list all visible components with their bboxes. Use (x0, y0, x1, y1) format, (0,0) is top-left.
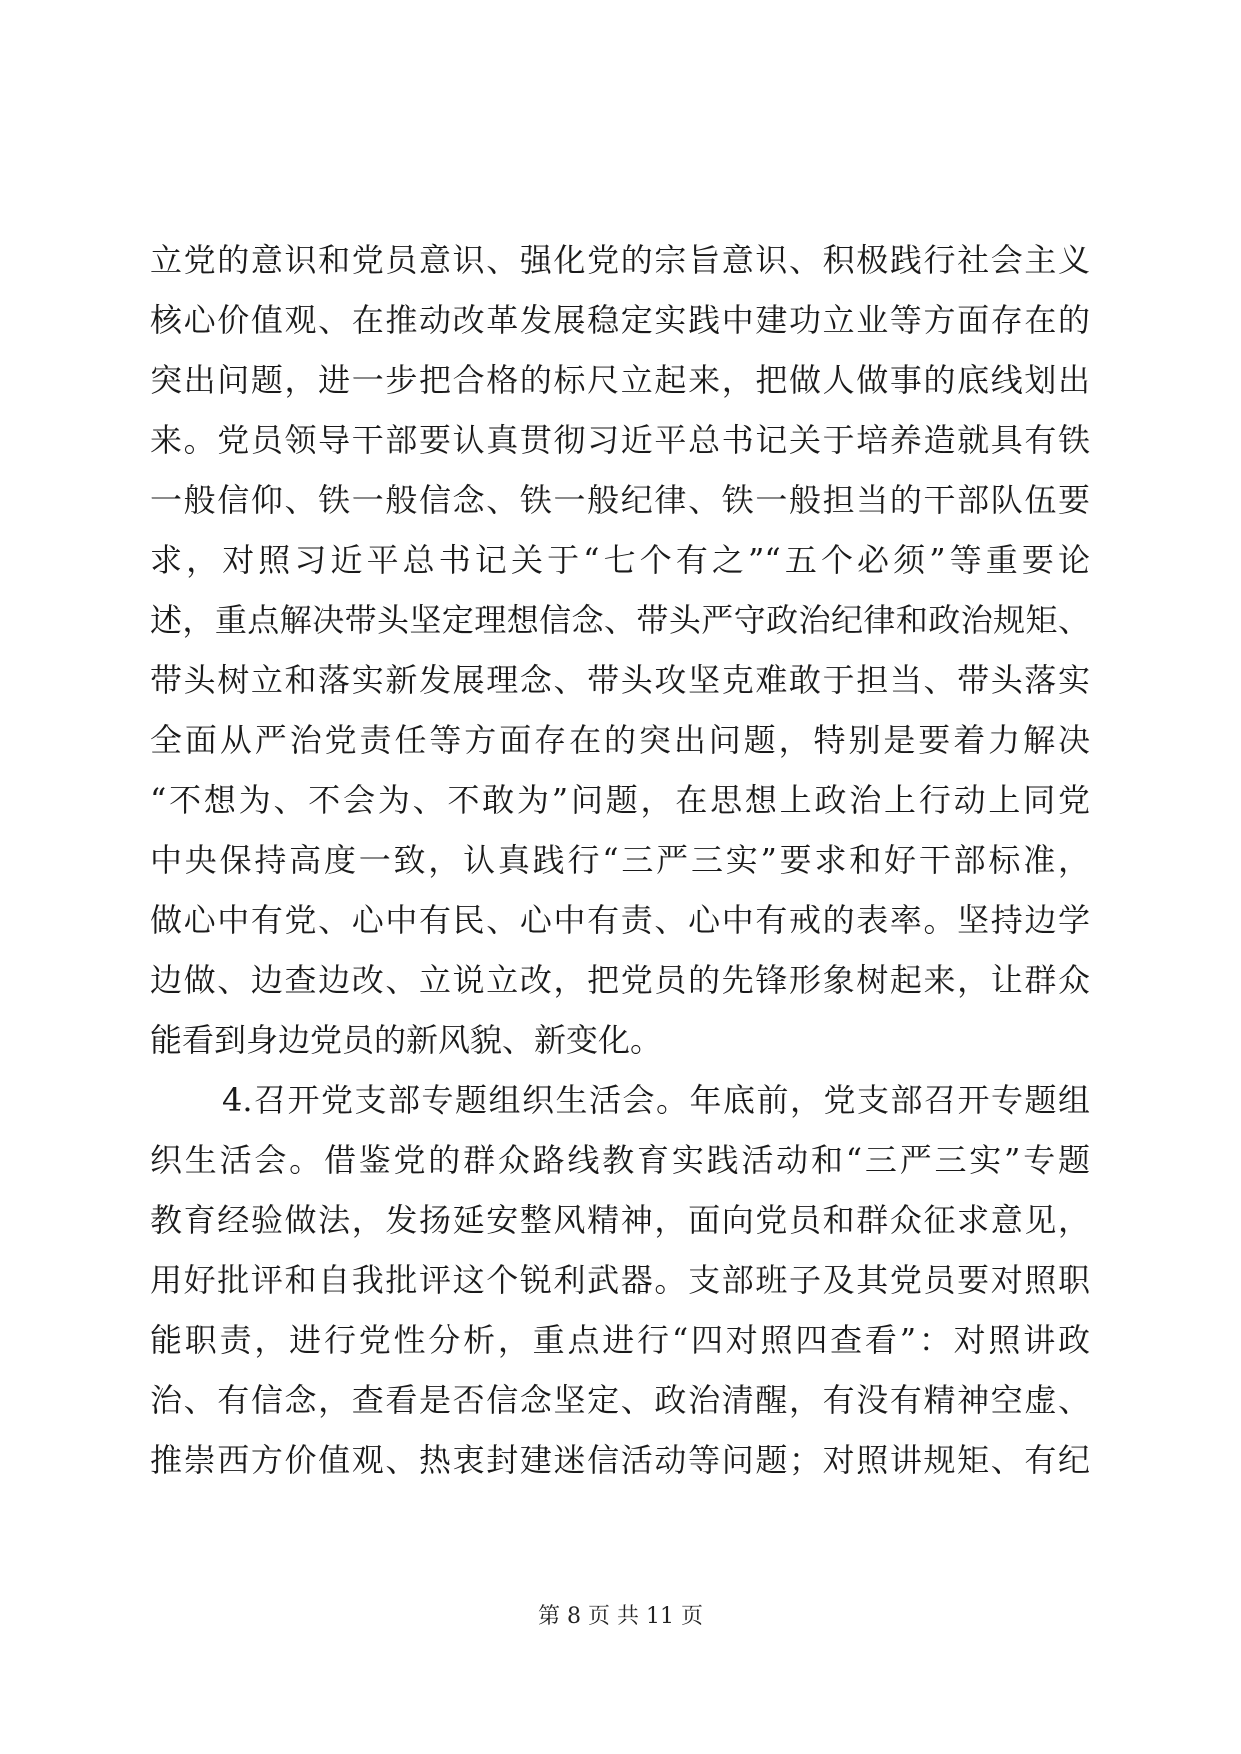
page-number: 第 8 页 共 11 页 (538, 1604, 703, 1629)
text-line: 全面从严治党责任等方面存在的突出问题，特别是要着力解决 (150, 721, 1090, 759)
text-line: 治、有信念，查看是否信念坚定、政治清醒，有没有精神空虚、 (150, 1381, 1090, 1419)
text-line: 求，对照习近平总书记关于“七个有之”“五个必须”等重要论 (150, 541, 1090, 579)
text-line: 做心中有党、心中有民、心中有责、心中有戒的表率。坚持边学 (150, 901, 1090, 939)
text-line: 能看到身边党员的新风貌、新变化。 (150, 1021, 663, 1059)
text-line: 织生活会。借鉴党的群众路线教育实践活动和“三严三实”专题 (150, 1141, 1090, 1179)
text-line: 边做、边查边改、立说立改，把党员的先锋形象树起来，让群众 (150, 961, 1090, 999)
text-line: 述，重点解决带头坚定理想信念、带头严守政治纪律和政治规矩、 (150, 601, 1090, 639)
text-line: 一般信仰、铁一般信念、铁一般纪律、铁一般担当的干部队伍要 (150, 481, 1090, 519)
text-line: 来。党员领导干部要认真贯彻习近平总书记关于培养造就具有铁 (150, 421, 1090, 459)
page-footer (0, 1602, 1241, 1632)
text-line: 能职责，进行党性分析，重点进行“四对照四查看”：对照讲政 (150, 1321, 1090, 1359)
text-line: 用好批评和自我批评这个锐利武器。支部班子及其党员要对照职 (150, 1261, 1090, 1299)
text-line: 推崇西方价值观、热衷封建迷信活动等问题；对照讲规矩、有纪 (150, 1441, 1090, 1479)
section-heading-line: 4.召开党支部专题组织生活会。年底前，党支部召开专题组 (222, 1081, 1090, 1119)
text-line: 核心价值观、在推动改革发展稳定实践中建功立业等方面存在的 (150, 301, 1090, 339)
text-line: 中央保持高度一致，认真践行“三严三实”要求和好干部标准， (150, 841, 1090, 879)
text-line: “不想为、不会为、不敢为”问题，在思想上政治上行动上同党 (150, 781, 1090, 819)
body-text (150, 230, 1090, 1490)
text-line: 突出问题，进一步把合格的标尺立起来，把做人做事的底线划出 (150, 361, 1090, 399)
text-line: 教育经验做法，发扬延安整风精神，面向党员和群众征求意见， (150, 1201, 1090, 1239)
text-line: 立党的意识和党员意识、强化党的宗旨意识、积极践行社会主义 (150, 241, 1090, 279)
text-line: 带头树立和落实新发展理念、带头攻坚克难敢于担当、带头落实 (150, 661, 1090, 699)
